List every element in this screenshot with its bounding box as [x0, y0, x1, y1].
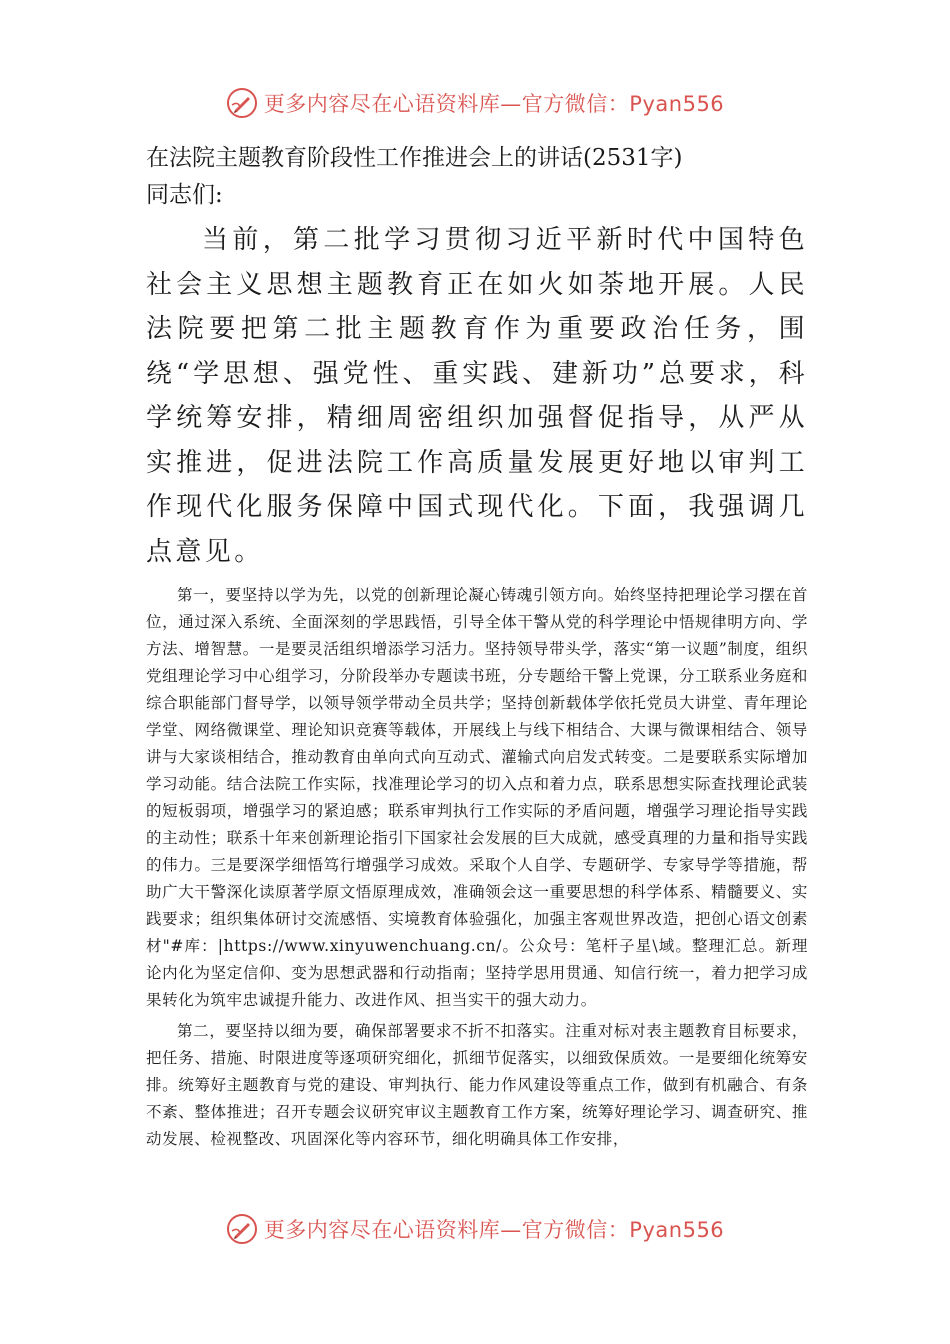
document-title: 在法院主题教育阶段性工作推进会上的讲话(2531字)	[146, 145, 683, 171]
banner-text: 更多内容尽在心语资料库—官方微信：Pyan556	[263, 1218, 725, 1242]
banner-text: 更多内容尽在心语资料库—官方微信：Pyan556	[263, 92, 725, 116]
pen-logo-icon	[226, 1213, 258, 1245]
document-body	[146, 140, 808, 1153]
header-watermark-banner	[0, 85, 950, 121]
pen-logo-icon	[226, 87, 258, 119]
salutation: 同志们:	[146, 182, 223, 208]
body-paragraph-2: 第二，要坚持以细为要，确保部署要求不折不扣落实。注重对标对表主题教育目标要求，把任务、措施、时限进度等逐项研究细化，抓细节促落实，以细致保质效。一是要细化统筹安排。统筹好主题教育与党的建设、审判执行、能力作风建设等重点工作，做到有机融合、有条不紊、整体推进；召开专题会议研究审议主题教育工作方案，统筹好理论学习、调查研究、推动发展、检视整改、巩固深化等内容环节，细化明确具体工作安排，	[146, 1022, 808, 1148]
footer-watermark-banner	[0, 1211, 950, 1247]
body-paragraph-1: 第一，要坚持以学为先，以党的创新理论凝心铸魂引领方向。始终坚持把理论学习摆在首位，通过深入系统、全面深刻的学思践悟，引导全体干警从党的科学理论中悟规律明方向、学方法、增智慧。一是要灵活组织增添学习活力。坚持领导带头学，落实“第一议题”制度，组织党组理论学习中心组学习，分阶段举办专题读书班，分专题给干警上党课，分工联系业务庭和综合职能部门督导学，以领导领学带动全员共学；坚持创新载体学依托党员大讲堂、青年理论学堂、网络微课堂、理论知识竞赛等载体，开展线上与线下相结合、大课与微课相结合、领导讲与大家谈相结合，推动教育由单向式向互动式、灌输式向启发式转变。二是要联系实际增加学习动能。结合法院工作实际，找准理论学习的切入点和着力点，联系思想实际查找理论武装的短板弱项，增强学习的紧迫感；联系审判执行工作实际的矛盾问题，增强学习理论指导实践的主动性；联系十年来创新理论指引下国家社会发展的巨大成就，感受真理的力量和指导实践的伟力。三是要深学细悟笃行增强学习成效。采取个人自学、专题研学、专家导学等措施，帮助广大干警深化读原著学原文悟原理成效，准确领会这一重要思想的科学体系、精髓要义、实践要求；组织集体研讨交流感悟、实境教育体验强化，加强主客观世界改造，把创心语文创素材"#库：|https://www.xinyuwenchuang.cn/。公众号：笔杆子星\域。整理汇总。新理论内化为坚定信仰、变为思想武器和行动指南；坚持学思用贯通、知信行统一，着力把学习成果转化为筑牢忠诚提升能力、改进作风、担当实干的强大动力。	[146, 586, 808, 1009]
lead-paragraph: 当前，第二批学习贯彻习近平新时代中国特色社会主义思想主题教育正在如火如荼地开展。人民法院要把第二批主题教育作为重要政治任务，围绕“学思想、强党性、重实践、建新功”总要求，科学统筹安排，精细周密组织加强督促指导，从严从实推进，促进法院工作高质量发展更好地以审判工作现代化服务保障中国式现代化。下面，我强调几点意见。	[146, 225, 808, 567]
